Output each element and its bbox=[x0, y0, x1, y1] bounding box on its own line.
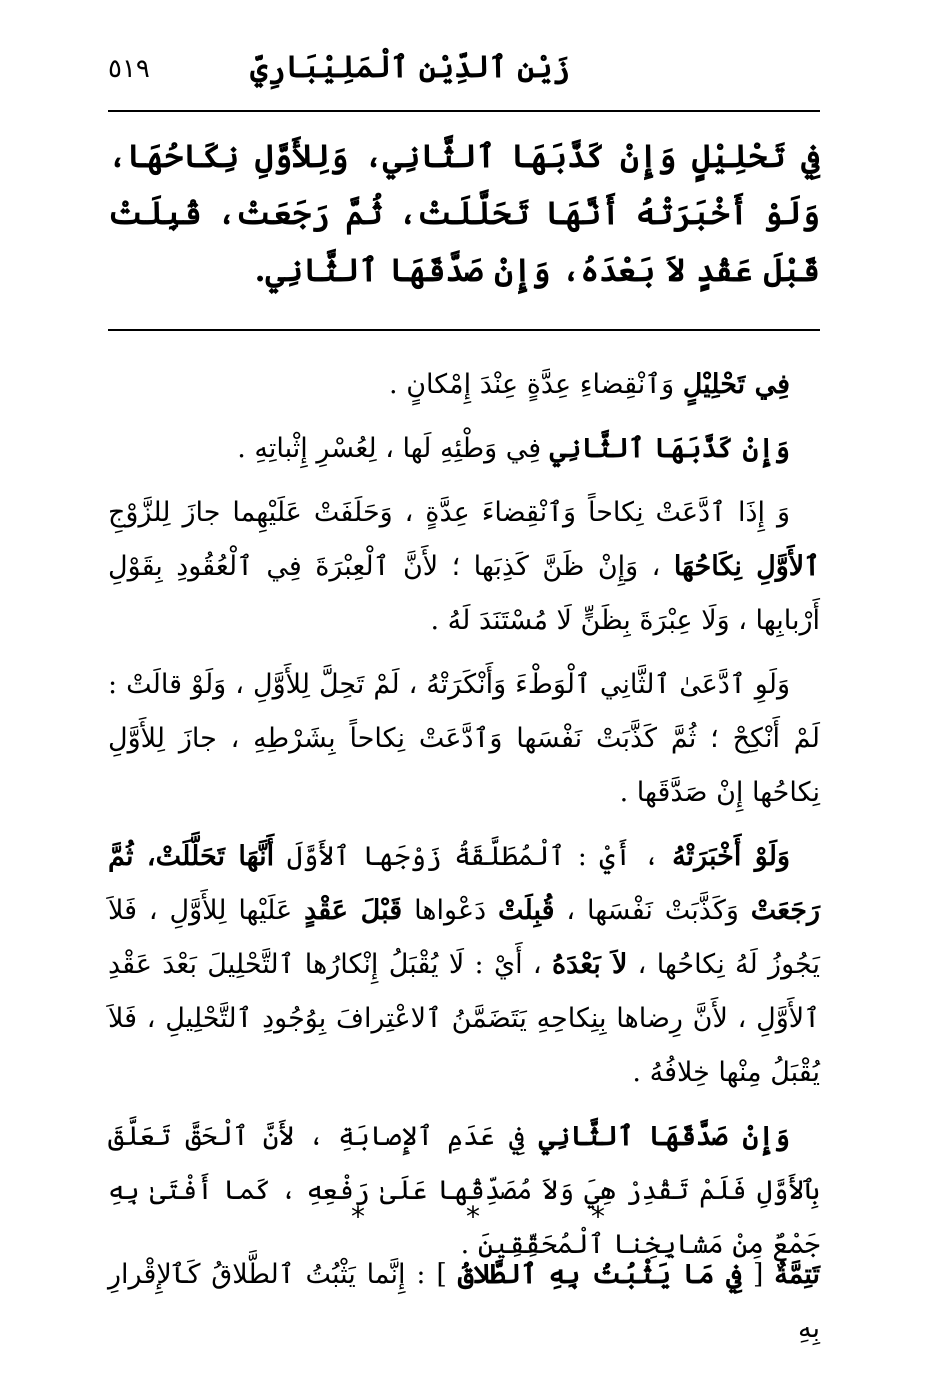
matn-quote: وَلَوْ أَخْبَرَتْهُ bbox=[672, 841, 790, 872]
matn-quote: وَإِنْ كَذَّبَهَا ٱلثَّانِي bbox=[549, 433, 790, 464]
commentary-text: وَلَوِ ٱدَّعَىٰ ٱلثَّانِي ٱلْوَطْءَ وَأَنْكَرَتْهُ ، لَمْ تَحِلَّ لِلأَوَّلِ ، وَلَوْ قالَتْ : لَمْ أَنْكِحْ ؛ ثُمَّ كَذَّبَتْ نَفْسَها وَٱدَّعَتْ نِكاحاً بِشَرْطِهِ ، جازَ لِلأَوَّلِ نِكاحُها إِنْ صَدَّقَها . bbox=[108, 669, 820, 808]
commentary-text: ، أَيْ : ٱلْمُطَلَّقَةُ زَوْجَها ٱلأَوَّلَ bbox=[274, 841, 673, 872]
commentary-text: عَلَيْها لِلأَوَّلِ ، فَلاَ يَجُوزُ لَهُ نِكاحُها ، bbox=[108, 895, 820, 980]
commentary-paragraph-2 bbox=[108, 422, 820, 476]
bracket-open: [ bbox=[741, 1259, 775, 1290]
commentary bbox=[108, 358, 820, 1282]
section-separator bbox=[108, 1200, 820, 1233]
page-number: ٥١٩ bbox=[108, 54, 150, 84]
commentary-text: ، وَإِنْ ظَنَّ كَذِبَها ؛ لأَنَّ ٱلْعِبْرَةَ فِي ٱلْعُقُودِ بِقَوْلِ أَرْبابِها ، وَلَا عِبْرَةَ بِظَنٍّ لَا مُسْتَنَدَ لَهُ . bbox=[108, 551, 820, 636]
commentary-text: وَ إِذَا ٱدَّعَتْ نِكاحاً وَٱنْقِضاءَ عِدَّةٍ ، وَحَلَفَتْ عَلَيْهِما جازَ لِلزَّوْجِ bbox=[108, 497, 790, 528]
matn-quote: وَإِنْ صَدَّقَهَا ٱلثَّانِي bbox=[538, 1121, 790, 1152]
commentary-divider bbox=[108, 329, 820, 331]
commentary-text: فِي عَدَمِ ٱلإِصابَةِ ، لأَنَّ ٱلْحَقَّ تَعَلَّقَ بِٱلأَوَّلِ فَلَمْ تَقْدِرْ هِيَ وَلاَ مُصَدِّقُها عَلَىٰ رَفْعِهِ ، كَما أَفْتَىٰ بِهِ جَمْعٌ مِنْ مَشايِخِنا ٱلْمُحَقِّقِينَ . bbox=[108, 1121, 820, 1260]
section-title: فِي مَا يَثْبُتُ بِهِ ٱلطَّلاقُ bbox=[457, 1259, 742, 1290]
commentary-paragraph-3 bbox=[108, 486, 820, 648]
commentary-text: وَكَذَّبَتْ نَفْسَها ، bbox=[554, 895, 751, 926]
commentary-paragraph-5 bbox=[108, 830, 820, 1100]
running-title: زَيْن ٱلدِّيْن ٱلْمَلِيْبَارِيّ bbox=[250, 50, 570, 85]
matn-quote: لاَ بَعْدَهُ bbox=[551, 949, 628, 980]
asterisk-icon: * bbox=[591, 1200, 605, 1233]
matn-quote: قَبْلَ عَقْدٍ bbox=[304, 895, 403, 926]
matn-quote: فِي تَحْلِيْلٍ bbox=[682, 369, 790, 400]
commentary-text: دَعْواها bbox=[402, 895, 498, 926]
asterisk-icon: * bbox=[466, 1200, 480, 1233]
commentary-text: وَٱنْقِضاءِ عِدَّةٍ عِنْدَ إِمْكانٍ . bbox=[389, 369, 683, 400]
header-rule bbox=[108, 110, 820, 112]
matn-quote: قُبِلَتْ bbox=[498, 895, 555, 926]
matn-quote: ٱلأَوَّلِ نِكَاحُهَا bbox=[673, 551, 820, 582]
commentary-text: ، أَيْ : لَا يُقْبَلُ إِنْكارُها ٱلتَّحْلِيلَ بَعْدَ عَقْدِ ٱلأَوَّلِ ، لأَنَّ رِضاها بِنِكاحِهِ يَتَضَمَّنُ ٱلاعْتِرافَ بِوُجُودِ ٱلتَّحْلِيلِ ، فَلاَ يُقْبَلُ مِنْها خِلافُهُ . bbox=[108, 949, 820, 1088]
closing-line bbox=[108, 1248, 820, 1356]
matn-text: فِي تَحْلِيْلٍ وَإِنْ كَذَّبَهَا ٱلثَّانِي، وَلِلأَوَّلِ نِكَاحُهَا، وَلَوْ أَخْبَرَتْهُ أَنَّهَا تَحَلَّلَتْ، ثُمَّ رَجَعَتْ، قُبِلَتْ قَبْلَ عَقْدٍ لاَ بَعْدَهُ، وَإِنْ صَدَّقَهَا ٱلثَّانِي. bbox=[108, 137, 820, 289]
commentary-paragraph-1 bbox=[108, 358, 820, 412]
commentary-paragraph-4 bbox=[108, 658, 820, 820]
section-heading: تَتِمَّةٌ bbox=[774, 1259, 820, 1290]
commentary-text: فِي وَطْئِهِ لَها ، لِعُسْرِ إِثْباتِهِ . bbox=[237, 433, 550, 464]
page-header bbox=[108, 50, 820, 100]
asterisk-icon: * bbox=[351, 1200, 365, 1233]
matn-quote: أَنَّهَا تَحَلَّلَتْ، ثُمَّ رَجَعَتْ bbox=[108, 841, 821, 926]
closing-text: ] : إِنَّما يَثْبُتُ ٱلطَّلاقُ كَٱلإِقْرارِ بِهِ bbox=[108, 1259, 820, 1344]
